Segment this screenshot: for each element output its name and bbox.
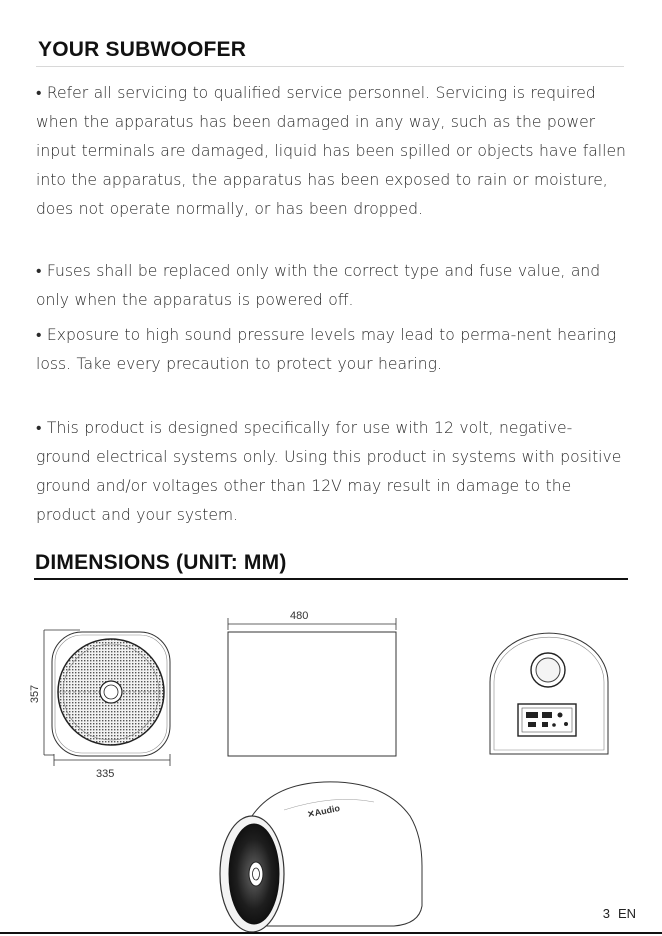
page-number: 3 (602, 906, 610, 921)
rear-view-drawing (488, 632, 610, 758)
depth-dimension-label: 480 (290, 610, 309, 622)
side-view-drawing (224, 614, 400, 760)
width-dimension-label: 335 (96, 768, 115, 780)
bottom-divider (0, 932, 662, 934)
perspective-view-drawing (214, 776, 436, 934)
paragraph-voltage: • This product is designed specifically for use with 12 volt, negative- ground electrical systems only. Using this product in systems with positive ground and/or voltages other than 12V may result in damage to the product and your system. (36, 419, 622, 524)
page-footer (595, 906, 636, 921)
section-title-dimensions: DIMENSIONS (UNIT: MM) (35, 551, 287, 574)
paragraph-hearing: • Exposure to high sound pressure levels may lead to perma-nent hearing loss. Take every precaution to protect your hearing. (36, 326, 617, 373)
title-divider (36, 66, 624, 67)
svg-text:✕Audio: ✕Audio (306, 802, 341, 820)
dimensions-divider (34, 578, 628, 580)
front-view-drawing (30, 624, 180, 769)
paragraph-fuses: • Fuses shall be replaced only with the correct type and fuse value, and only when the apparatus is powered off. (36, 262, 601, 309)
paragraph-servicing: • Refer all servicing to qualified service personnel. Servicing is required when the apparatus has been damaged in any way, such as the power input terminals are damaged, liquid has been spilled or objects have fallen into the apparatus, the apparatus has been exposed to rain or moisture, does not operate normally, or has been dropped. (36, 84, 626, 218)
language-code: EN (617, 906, 636, 921)
section-title-your-subwoofer: YOUR SUBWOOFER (38, 38, 247, 61)
height-dimension-label: 357 (29, 684, 42, 704)
